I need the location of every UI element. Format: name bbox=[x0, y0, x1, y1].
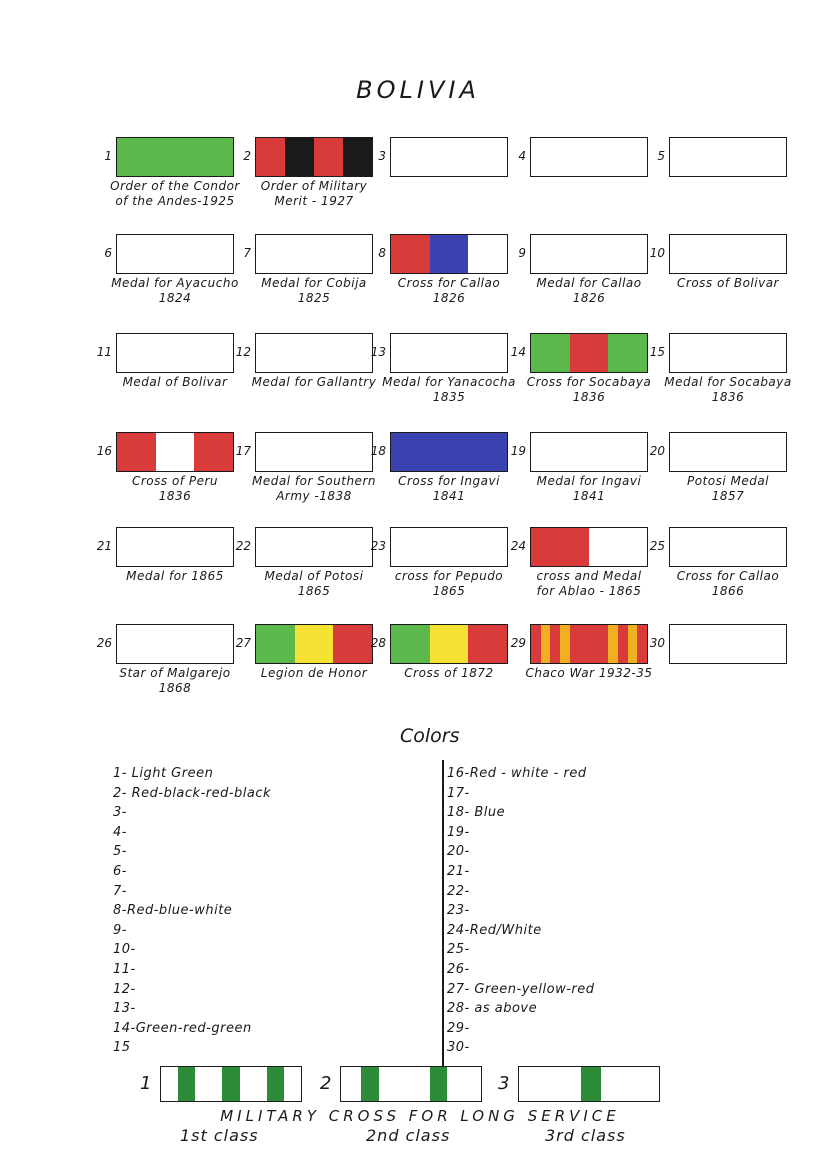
color-entry: 28- as above bbox=[447, 1001, 538, 1017]
ribbon-caption-line: cross and Medal bbox=[536, 569, 642, 583]
ribbon-caption-line: 1825 bbox=[297, 291, 331, 305]
color-entry: 9- bbox=[113, 922, 127, 938]
ribbon-caption-line: of the Andes-1925 bbox=[115, 194, 235, 208]
ribbon-stripe bbox=[379, 1067, 430, 1101]
ribbon-caption-line: Cross of 1872 bbox=[404, 666, 494, 680]
ribbon-swatch bbox=[530, 527, 648, 567]
ribbon-swatch bbox=[390, 333, 508, 373]
ribbon-caption bbox=[653, 474, 803, 504]
ribbon-caption bbox=[100, 179, 250, 209]
ribbon-caption-line: cross for Pepudo bbox=[394, 569, 504, 583]
ribbon-caption-line: Medal for Cobija bbox=[261, 276, 367, 290]
ribbon-caption-line: Medal for 1865 bbox=[126, 569, 224, 583]
ribbon-stripe bbox=[256, 138, 285, 176]
ribbon-swatch bbox=[530, 624, 648, 664]
ribbon-stripe bbox=[468, 235, 507, 273]
ribbon-stripe bbox=[447, 1067, 481, 1101]
ribbon-caption bbox=[653, 276, 803, 291]
ribbon-swatch bbox=[116, 527, 234, 567]
color-entry: 16-Red - white - red bbox=[447, 766, 587, 781]
ribbon-stripe bbox=[608, 334, 647, 372]
ribbon-stripe bbox=[430, 1067, 447, 1101]
ribbon-swatch bbox=[255, 234, 373, 274]
ribbon-stripe bbox=[531, 528, 589, 566]
ribbon-caption-line: Medal for Southern bbox=[252, 474, 376, 488]
ribbon-number: 16 bbox=[96, 444, 112, 458]
ribbon-swatch bbox=[530, 333, 648, 373]
ribbon-caption-line: 1826 bbox=[432, 291, 466, 305]
color-entry: 26- bbox=[447, 962, 470, 977]
ribbon-stripe bbox=[430, 625, 469, 663]
ribbon-caption bbox=[239, 276, 389, 306]
ribbon-caption bbox=[239, 179, 389, 209]
ribbon-number: 20 bbox=[649, 444, 665, 458]
ribbon-stripe bbox=[222, 1067, 239, 1101]
color-entry: 19- bbox=[447, 824, 470, 840]
ribbon-number: 10 bbox=[649, 246, 665, 260]
ribbon-caption bbox=[514, 666, 664, 681]
ribbon-caption bbox=[100, 666, 250, 696]
ribbon-caption bbox=[239, 569, 389, 599]
ribbon-caption-line: 1857 bbox=[711, 489, 745, 503]
ribbon-caption-line: Cross for Ingavi bbox=[398, 474, 500, 488]
ribbon-caption-line: 1835 bbox=[432, 390, 466, 404]
color-entry: 15 bbox=[113, 1040, 131, 1056]
ribbon-swatch bbox=[530, 432, 648, 472]
ribbon-caption-line: 1865 bbox=[432, 584, 466, 598]
ribbon-stripe bbox=[361, 1067, 378, 1101]
ribbon-swatch bbox=[116, 234, 234, 274]
ribbon-stripe bbox=[628, 625, 638, 663]
ribbon-number: 9 bbox=[518, 246, 526, 260]
ribbon-caption bbox=[374, 375, 524, 405]
ribbon-stripe bbox=[581, 1067, 602, 1101]
ribbon-caption-line: 1826 bbox=[572, 291, 606, 305]
color-entry: 5- bbox=[113, 844, 127, 860]
ribbon-number: 29 bbox=[510, 636, 526, 650]
ribbon-caption-line: Order of Military bbox=[260, 179, 368, 193]
color-entry: 6- bbox=[113, 864, 127, 879]
ribbon-stripe bbox=[570, 625, 609, 663]
ribbon-caption-line: Medal of Potosi bbox=[264, 569, 364, 583]
ribbon-stripe bbox=[519, 1067, 581, 1101]
class-label: 3rd class bbox=[545, 1126, 626, 1145]
ribbon-stripe bbox=[341, 1067, 361, 1101]
ribbon-caption bbox=[653, 569, 803, 599]
ribbon-caption-line: 1836 bbox=[711, 390, 745, 404]
ribbon-swatch bbox=[390, 137, 508, 177]
ribbon-number: 3 bbox=[378, 149, 386, 163]
color-entry: 8-Red-blue-white bbox=[113, 903, 233, 919]
ribbon-stripe bbox=[295, 625, 334, 663]
ribbon-caption bbox=[100, 474, 250, 504]
ribbon-number: 13 bbox=[370, 345, 386, 359]
ribbon-stripe bbox=[240, 1067, 267, 1101]
ribbon-stripe bbox=[391, 235, 430, 273]
ribbon-swatch bbox=[255, 527, 373, 567]
ribbon-caption-line: 1841 bbox=[572, 489, 606, 503]
colors-divider bbox=[442, 760, 444, 1068]
class-number: 2 bbox=[320, 1073, 332, 1094]
ribbon-stripe bbox=[161, 1067, 178, 1101]
color-entry: 12- bbox=[113, 981, 136, 997]
ribbon-stripe bbox=[430, 235, 469, 273]
ribbon-caption-line: Medal for Ayacucho bbox=[111, 276, 239, 290]
ribbon-caption-line: Star of Malgarejo bbox=[119, 666, 231, 680]
ribbon-number: 12 bbox=[235, 345, 251, 359]
ribbon-number: 24 bbox=[510, 539, 526, 553]
color-entry: 20- bbox=[447, 844, 470, 860]
ribbon-swatch bbox=[669, 624, 787, 664]
color-entry: 21- bbox=[447, 864, 470, 879]
ribbon-number: 18 bbox=[370, 444, 386, 458]
ribbon-swatch bbox=[530, 137, 648, 177]
ribbon-caption-line: Potosi Medal bbox=[686, 474, 770, 488]
ribbon-caption bbox=[653, 375, 803, 405]
ribbon-swatch bbox=[116, 432, 234, 472]
ribbon-number: 27 bbox=[235, 636, 251, 650]
ribbon-stripe bbox=[560, 625, 570, 663]
ribbon-caption-line: Cross for Callao bbox=[676, 569, 780, 583]
ribbon-caption-line: Medal for Callao bbox=[536, 276, 642, 290]
military-cross-ribbon bbox=[518, 1066, 660, 1102]
ribbon-stripe bbox=[117, 433, 156, 471]
ribbon-swatch bbox=[116, 624, 234, 664]
military-cross-ribbon bbox=[160, 1066, 302, 1102]
ribbon-stripe bbox=[285, 138, 314, 176]
ribbon-number: 15 bbox=[649, 345, 665, 359]
ribbon-number: 7 bbox=[243, 246, 251, 260]
ribbon-caption bbox=[374, 569, 524, 599]
color-entry: 14-Green-red-green bbox=[113, 1020, 252, 1036]
ribbon-swatch bbox=[530, 234, 648, 274]
ribbon-swatch bbox=[255, 432, 373, 472]
ribbon-swatch bbox=[390, 624, 508, 664]
ribbon-swatch bbox=[669, 527, 787, 567]
ribbon-number: 6 bbox=[104, 246, 112, 260]
ribbon-caption-line: 1865 bbox=[297, 584, 331, 598]
ribbon-caption bbox=[374, 474, 524, 504]
ribbon-caption-line: Medal for Gallantry bbox=[251, 375, 377, 389]
ribbon-swatch bbox=[669, 333, 787, 373]
ribbon-caption-line: 1866 bbox=[711, 584, 745, 598]
ribbon-swatch bbox=[255, 333, 373, 373]
ribbon-stripe bbox=[195, 1067, 222, 1101]
ribbon-caption bbox=[514, 276, 664, 306]
ribbon-stripe bbox=[284, 1067, 301, 1101]
ribbon-caption bbox=[239, 474, 389, 504]
color-entry: 25- bbox=[447, 942, 470, 958]
color-entry: 4- bbox=[113, 824, 127, 840]
ribbon-caption-line: 1824 bbox=[158, 291, 192, 305]
color-entry: 17- bbox=[447, 785, 470, 801]
ribbon-caption-line: 1841 bbox=[432, 489, 466, 503]
colors-heading: Colors bbox=[400, 725, 460, 747]
ribbon-stripe bbox=[391, 433, 507, 471]
color-entry: 22- bbox=[447, 883, 470, 899]
ribbon-swatch bbox=[390, 527, 508, 567]
ribbon-caption-line: 1868 bbox=[158, 681, 192, 695]
ribbon-stripe bbox=[267, 1067, 284, 1101]
ribbon-caption bbox=[239, 666, 389, 681]
ribbon-swatch bbox=[116, 137, 234, 177]
ribbon-number: 4 bbox=[518, 149, 526, 163]
ribbon-stripe bbox=[570, 334, 609, 372]
color-entry: 24-Red/White bbox=[447, 922, 542, 938]
color-entry: 7- bbox=[113, 883, 127, 899]
ribbon-stripe bbox=[117, 138, 233, 176]
ribbon-caption-line: Merit - 1927 bbox=[274, 194, 354, 208]
military-cross-title: MILITARY CROSS FOR LONG SERVICE bbox=[220, 1107, 620, 1125]
class-label: 1st class bbox=[180, 1126, 259, 1145]
ribbon-caption bbox=[514, 569, 664, 599]
ribbon-stripe bbox=[156, 433, 195, 471]
color-entry: 3- bbox=[113, 805, 127, 821]
ribbon-caption bbox=[514, 474, 664, 504]
ribbon-swatch bbox=[255, 137, 373, 177]
ribbon-swatch bbox=[390, 432, 508, 472]
ribbon-number: 1 bbox=[104, 149, 112, 163]
ribbon-stripe bbox=[194, 433, 233, 471]
color-entry: 18- Blue bbox=[447, 805, 506, 821]
ribbon-caption bbox=[374, 666, 524, 681]
ribbon-caption-line: 1836 bbox=[158, 489, 192, 503]
ribbon-caption-line: 1836 bbox=[572, 390, 606, 404]
ribbon-caption-line: Medal for Socabaya bbox=[664, 375, 792, 389]
color-entry: 11- bbox=[113, 962, 136, 977]
ribbon-swatch bbox=[390, 234, 508, 274]
ribbon-caption-line: Cross for Socabaya bbox=[526, 375, 652, 389]
ribbon-caption-line: Cross for Callao bbox=[397, 276, 501, 290]
color-entry: 13- bbox=[113, 1001, 136, 1017]
ribbon-number: 11 bbox=[96, 345, 112, 359]
ribbon-caption-line: Legion de Honor bbox=[260, 666, 368, 680]
ribbon-caption bbox=[100, 276, 250, 306]
color-entry: 23- bbox=[447, 903, 470, 919]
page-title: BOLIVIA bbox=[356, 76, 480, 104]
ribbon-caption-line: Cross of Bolivar bbox=[677, 276, 779, 290]
ribbon-caption bbox=[514, 375, 664, 405]
ribbon-caption-line: Chaco War 1932-35 bbox=[525, 666, 653, 680]
military-cross-ribbon bbox=[340, 1066, 482, 1102]
ribbon-number: 2 bbox=[243, 149, 251, 163]
ribbon-stripe bbox=[178, 1067, 195, 1101]
ribbon-number: 17 bbox=[235, 444, 251, 458]
ribbon-stripe bbox=[618, 625, 628, 663]
color-entry: 10- bbox=[113, 942, 136, 958]
ribbon-caption-line: Medal for Yanacocha bbox=[382, 375, 516, 389]
ribbon-caption-line: Army -1838 bbox=[276, 489, 352, 503]
ribbon-stripe bbox=[541, 625, 551, 663]
class-number: 3 bbox=[498, 1073, 510, 1094]
ribbon-number: 14 bbox=[510, 345, 526, 359]
ribbon-number: 30 bbox=[649, 636, 665, 650]
ribbon-stripe bbox=[608, 625, 618, 663]
ribbon-number: 23 bbox=[370, 539, 386, 553]
ribbon-stripe bbox=[589, 528, 647, 566]
color-entry: 1- Light Green bbox=[113, 766, 214, 781]
ribbon-number: 5 bbox=[657, 149, 665, 163]
color-entry: 30- bbox=[447, 1040, 470, 1056]
ribbon-stripe bbox=[391, 625, 430, 663]
ribbon-stripe bbox=[531, 625, 541, 663]
color-entry: 2- Red-black-red-black bbox=[113, 785, 272, 801]
ribbon-swatch bbox=[669, 234, 787, 274]
ribbon-caption-line: Cross of Peru bbox=[131, 474, 218, 488]
ribbon-stripe bbox=[314, 138, 343, 176]
class-number: 1 bbox=[140, 1073, 152, 1094]
ribbon-number: 19 bbox=[510, 444, 526, 458]
ribbon-caption-line: Order of the Condor bbox=[110, 179, 240, 193]
ribbon-caption-line: Medal of Bolivar bbox=[122, 375, 228, 389]
ribbon-number: 25 bbox=[649, 539, 665, 553]
class-label: 2nd class bbox=[366, 1126, 451, 1145]
ribbon-swatch bbox=[255, 624, 373, 664]
ribbon-caption bbox=[374, 276, 524, 306]
color-entry: 29- bbox=[447, 1020, 470, 1036]
ribbon-stripe bbox=[601, 1067, 659, 1101]
ribbon-number: 8 bbox=[378, 246, 386, 260]
ribbon-stripe bbox=[550, 625, 560, 663]
ribbon-swatch bbox=[116, 333, 234, 373]
ribbon-stripe bbox=[256, 625, 295, 663]
ribbon-caption bbox=[239, 375, 389, 390]
ribbon-number: 26 bbox=[96, 636, 112, 650]
color-entry: 27- Green-yellow-red bbox=[447, 981, 595, 997]
ribbon-stripe bbox=[468, 625, 507, 663]
ribbon-swatch bbox=[669, 432, 787, 472]
ribbon-caption bbox=[100, 375, 250, 390]
ribbon-number: 21 bbox=[96, 539, 112, 553]
ribbon-stripe bbox=[531, 334, 570, 372]
ribbon-swatch bbox=[669, 137, 787, 177]
ribbon-caption bbox=[100, 569, 250, 584]
ribbon-caption-line: Medal for Ingavi bbox=[536, 474, 642, 488]
ribbon-caption-line: for Ablao - 1865 bbox=[536, 584, 642, 598]
ribbon-number: 22 bbox=[235, 539, 251, 553]
ribbon-number: 28 bbox=[370, 636, 386, 650]
